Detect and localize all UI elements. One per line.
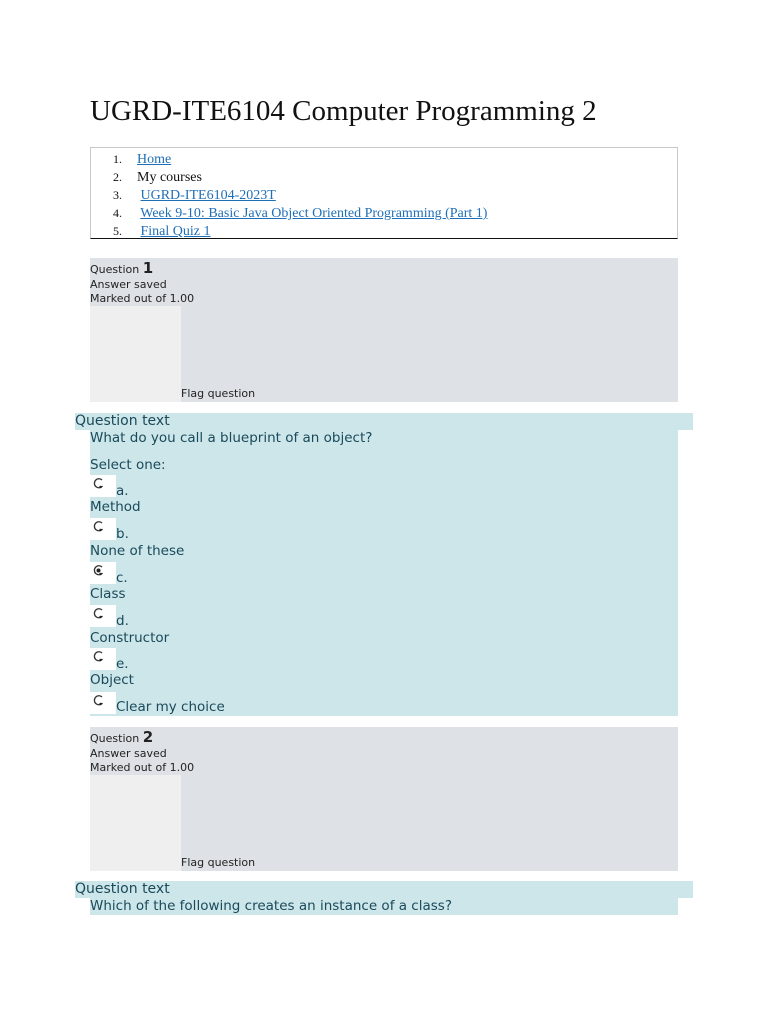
select-prompt: Select one: (90, 457, 166, 473)
option-a-radio[interactable] (90, 475, 116, 497)
question-number (90, 727, 153, 749)
breadcrumb-link-home[interactable]: Home (137, 152, 172, 167)
radio-unchecked-icon (93, 477, 105, 491)
option-e-radio[interactable] (90, 648, 116, 670)
option-d-letter: d. (116, 613, 129, 629)
option-a-letter: a. (116, 483, 129, 499)
flag-icon[interactable] (90, 306, 181, 402)
question-text-heading: Question text (75, 881, 693, 898)
question-number-value: 1 (142, 259, 154, 277)
option-c-label[interactable]: Class (90, 586, 126, 602)
breadcrumb-number: 2. (113, 170, 122, 184)
flag-question-button[interactable]: Flag question (181, 856, 256, 869)
question-text: What do you call a blueprint of an object? (90, 430, 373, 446)
option-c-radio[interactable] (90, 562, 116, 584)
breadcrumb-item-home (113, 150, 171, 168)
question-1-info (90, 258, 678, 402)
question-state: Answer saved (90, 747, 167, 760)
option-b-label[interactable]: None of these (90, 543, 185, 559)
breadcrumb-link-course[interactable]: UGRD-ITE6104-2023T (140, 188, 276, 203)
breadcrumb-item-week (113, 204, 487, 222)
breadcrumb-number: 3. (113, 188, 122, 202)
option-e-letter: e. (116, 656, 129, 672)
breadcrumb-item-my-courses (113, 168, 202, 186)
question-state: Answer saved (90, 278, 167, 291)
option-b-letter: b. (116, 526, 129, 542)
question-number-value: 2 (142, 728, 154, 746)
option-c-letter: c. (116, 570, 128, 586)
radio-unchecked-icon (93, 520, 105, 534)
radio-unchecked-icon (93, 607, 105, 621)
breadcrumb (90, 147, 678, 239)
question-1-formulation (90, 430, 678, 716)
clear-choice-label[interactable]: Clear my choice (116, 699, 225, 715)
breadcrumb-link-week[interactable]: Week 9-10: Basic Java Object Oriented Programming (Part 1) (140, 206, 488, 221)
option-e-label[interactable]: Object (90, 672, 134, 688)
question-2-info (90, 727, 678, 871)
question-text: Which of the following creates an instance of a class? (90, 898, 452, 914)
question-text-heading: Question text (75, 413, 693, 430)
question-label: Question (90, 732, 140, 745)
question-grade: Marked out of 1.00 (90, 761, 195, 774)
radio-unchecked-icon (93, 694, 105, 708)
breadcrumb-number: 4. (113, 206, 122, 220)
question-number (90, 258, 153, 280)
breadcrumb-label-my-courses: My courses (137, 170, 202, 185)
breadcrumb-item-course (113, 186, 276, 204)
breadcrumb-link-quiz[interactable]: Final Quiz 1 (140, 224, 211, 239)
breadcrumb-number: 1. (113, 152, 122, 166)
question-2-formulation (90, 898, 678, 915)
clear-choice-radio[interactable] (90, 692, 116, 714)
option-b-radio[interactable] (90, 518, 116, 540)
option-a-label[interactable]: Method (90, 499, 141, 515)
breadcrumb-number: 5. (113, 224, 122, 238)
radio-unchecked-icon (93, 650, 105, 664)
breadcrumb-item-quiz (113, 222, 211, 240)
radio-checked-icon (93, 564, 105, 578)
question-grade: Marked out of 1.00 (90, 292, 195, 305)
option-d-radio[interactable] (90, 605, 116, 627)
course-title: UGRD-ITE6104 Computer Programming 2 (90, 95, 597, 127)
flag-question-button[interactable]: Flag question (181, 387, 256, 400)
question-label: Question (90, 263, 140, 276)
flag-icon[interactable] (90, 775, 181, 871)
option-d-label[interactable]: Constructor (90, 630, 170, 646)
